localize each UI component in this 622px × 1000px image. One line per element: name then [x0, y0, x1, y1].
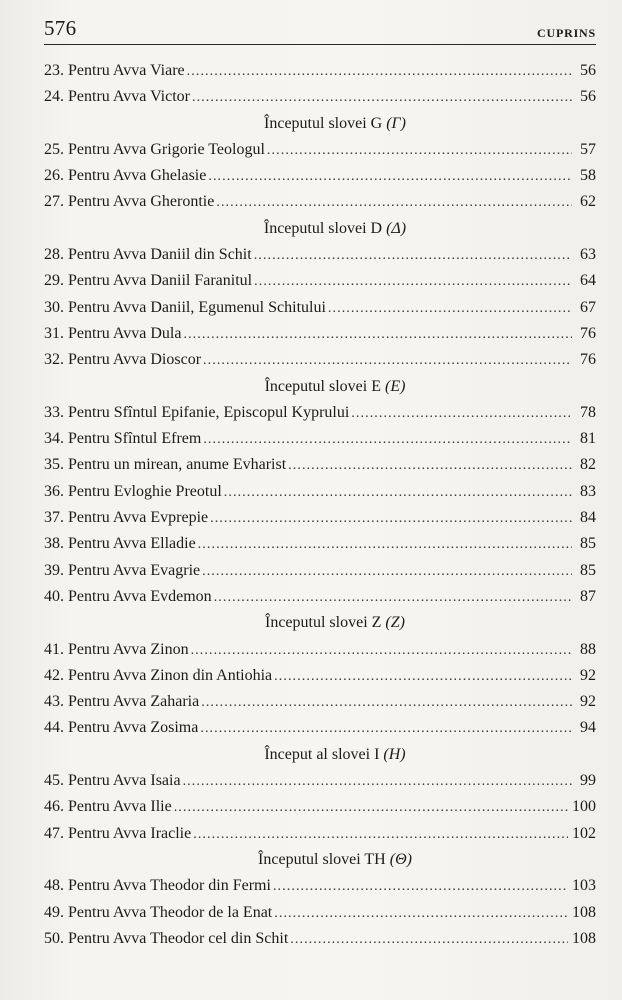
toc-entry: [44, 509, 596, 535]
toc-entry-title: 33. Pentru Sfîntul Epifanie, Episcopul Kyprului: [44, 403, 350, 421]
toc-entry: [44, 904, 596, 930]
toc-entry-title: 49. Pentru Avva Theodor de la Enat: [44, 903, 273, 921]
toc-entry-title: 39. Pentru Avva Evagrie: [44, 561, 201, 579]
toc-entry: [44, 798, 596, 824]
toc-entry-page: 56: [580, 62, 596, 79]
toc-entry-title: 27. Pentru Avva Gherontie: [44, 193, 215, 211]
dot-leader: [273, 879, 568, 895]
toc-entry: [44, 272, 596, 298]
dot-leader: [267, 143, 572, 159]
page-number: 576: [44, 16, 77, 40]
section-heading-letter: (Z): [385, 614, 405, 632]
toc-entry: [44, 167, 596, 193]
toc-entry-title: 26. Pentru Avva Ghelasie: [44, 167, 207, 185]
section-heading-text: Începutul slovei E: [264, 377, 381, 395]
dot-leader: [216, 195, 572, 211]
toc-entry-page: 56: [580, 88, 596, 106]
dot-leader: [274, 669, 572, 685]
toc-entry-title: 35. Pentru un mirean, anume Evharist: [44, 456, 287, 474]
toc-entry: [44, 430, 596, 456]
section-heading-letter: (E): [384, 377, 406, 395]
section-heading-letter: (H): [383, 745, 406, 763]
section-heading-text: Începutul slovei D: [263, 219, 383, 237]
toc-entry-page: 87: [580, 587, 596, 605]
toc-entry-page: 82: [580, 456, 596, 474]
toc-entry-page: 94: [580, 719, 596, 737]
toc-entry-title: 38. Pentru Avva Elladie: [44, 535, 196, 553]
toc-entry: [44, 641, 596, 667]
toc-entry: [44, 141, 596, 167]
dot-leader: [187, 64, 572, 80]
dot-leader: [210, 511, 572, 527]
toc-entry-title: 23. Pentru Avva Viare: [44, 62, 185, 79]
section-heading-text: Începutul slovei Z: [265, 614, 382, 632]
toc-entry-page: 103: [572, 877, 596, 895]
toc-entry: [44, 483, 596, 509]
toc-entry-page: 83: [580, 482, 596, 500]
toc-entry: [44, 62, 596, 88]
dot-leader: [208, 169, 572, 185]
toc-entry: [44, 404, 596, 430]
toc-entry-title: 43. Pentru Avva Zaharia: [44, 693, 200, 711]
dot-leader: [200, 721, 572, 737]
toc-entry: [44, 588, 596, 614]
toc-entry-title: 46. Pentru Avva Ilie: [44, 798, 172, 816]
dot-leader: [201, 695, 572, 711]
toc-entry: [44, 877, 596, 903]
dot-leader: [214, 590, 572, 606]
toc-entry-page: 108: [572, 903, 596, 921]
toc-entry-title: 31. Pentru Avva Dula: [44, 324, 182, 342]
dot-leader: [192, 90, 572, 106]
toc-entry-title: 47. Pentru Avva Iraclie: [44, 824, 192, 842]
dot-leader: [328, 301, 572, 317]
section-heading: [44, 851, 596, 877]
dot-leader: [183, 774, 572, 790]
section-heading-text: Începutul slovei TH: [258, 850, 386, 868]
toc-entry-page: 58: [580, 167, 596, 185]
dot-leader: [183, 327, 572, 343]
toc-entry: [44, 456, 596, 482]
dot-leader: [203, 432, 572, 448]
toc-entry-page: 85: [580, 561, 596, 579]
section-heading: [44, 378, 596, 404]
section-heading-letter: (Θ): [389, 850, 412, 868]
toc-entry-title: 28. Pentru Avva Daniil din Schit: [44, 246, 252, 264]
toc-entry-title: 34. Pentru Sfîntul Efrem: [44, 430, 202, 448]
toc-entry: [44, 719, 596, 745]
dot-leader: [351, 406, 572, 422]
running-title: CUPRINS: [537, 26, 596, 40]
toc-entry-page: 81: [580, 430, 596, 448]
toc-entry-title: 29. Pentru Avva Daniil Faranitul: [44, 272, 253, 290]
toc-entry-title: 40. Pentru Avva Evdemon: [44, 587, 212, 605]
section-heading-text: Începutul slovei G: [264, 114, 383, 132]
toc-entry-title: 48. Pentru Avva Theodor din Fermi: [44, 877, 271, 895]
dot-leader: [224, 485, 572, 501]
toc-entry-page: 76: [580, 351, 596, 369]
toc-entry: [44, 772, 596, 798]
section-heading: [44, 614, 596, 640]
toc-entry: [44, 299, 596, 325]
toc-entry-title: 32. Pentru Avva Dioscor: [44, 351, 202, 369]
section-heading-letter: (Δ): [386, 219, 407, 237]
section-heading: [44, 746, 596, 772]
toc-entry-title: 44. Pentru Avva Zosima: [44, 719, 199, 737]
toc-entry: [44, 325, 596, 351]
section-heading-text: Început al slovei I: [264, 745, 380, 763]
toc-entry: [44, 825, 596, 851]
toc-entry-page: 57: [580, 140, 596, 158]
toc-entry: [44, 930, 596, 956]
section-heading-letter: (Γ): [386, 114, 406, 132]
dot-leader: [254, 248, 572, 264]
toc-entry-page: 88: [580, 640, 596, 658]
toc-entry: [44, 88, 596, 114]
table-of-contents: [44, 62, 596, 956]
toc-entry-page: 102: [572, 824, 596, 842]
toc-entry-page: 84: [580, 509, 596, 527]
toc-entry-page: 108: [572, 929, 596, 947]
toc-entry-title: 37. Pentru Avva Evprepie: [44, 509, 209, 527]
toc-entry: [44, 351, 596, 377]
toc-entry: [44, 246, 596, 272]
toc-entry: [44, 193, 596, 219]
section-heading: [44, 115, 596, 141]
dot-leader: [198, 537, 572, 553]
toc-entry-title: 41. Pentru Avva Zinon: [44, 640, 189, 658]
toc-entry-page: 76: [580, 324, 596, 342]
toc-entry-page: 92: [580, 666, 596, 684]
toc-entry-page: 67: [580, 298, 596, 316]
toc-entry-page: 85: [580, 535, 596, 553]
dot-leader: [290, 932, 568, 948]
toc-entry-page: 64: [580, 272, 596, 290]
dot-leader: [254, 274, 572, 290]
toc-entry-title: 30. Pentru Avva Daniil, Egumenul Schitului: [44, 298, 326, 316]
dot-leader: [191, 643, 572, 659]
toc-entry-title: 42. Pentru Avva Zinon din Antiohia: [44, 666, 273, 684]
dot-leader: [274, 906, 568, 922]
dot-leader: [203, 353, 572, 369]
page-header: [44, 14, 596, 45]
dot-leader: [288, 458, 572, 474]
toc-entry-page: 92: [580, 693, 596, 711]
dot-leader: [202, 564, 572, 580]
section-heading: [44, 220, 596, 246]
toc-entry: [44, 562, 596, 588]
toc-entry-title: 24. Pentru Avva Victor: [44, 88, 190, 106]
toc-entry: [44, 693, 596, 719]
toc-entry-page: 62: [580, 193, 596, 211]
toc-entry-title: 25. Pentru Avva Grigorie Teologul: [44, 140, 265, 158]
dot-leader: [174, 800, 568, 816]
dot-leader: [193, 827, 568, 843]
toc-entry-title: 36. Pentru Evloghie Preotul: [44, 482, 222, 500]
toc-entry-page: 99: [580, 772, 596, 790]
toc-entry-page: 100: [572, 798, 596, 816]
toc-entry-page: 78: [580, 403, 596, 421]
toc-entry: [44, 535, 596, 561]
toc-entry-title: 45. Pentru Avva Isaia: [44, 772, 181, 790]
toc-entry-page: 63: [580, 246, 596, 264]
toc-entry-title: 50. Pentru Avva Theodor cel din Schit: [44, 929, 289, 947]
toc-entry: [44, 667, 596, 693]
